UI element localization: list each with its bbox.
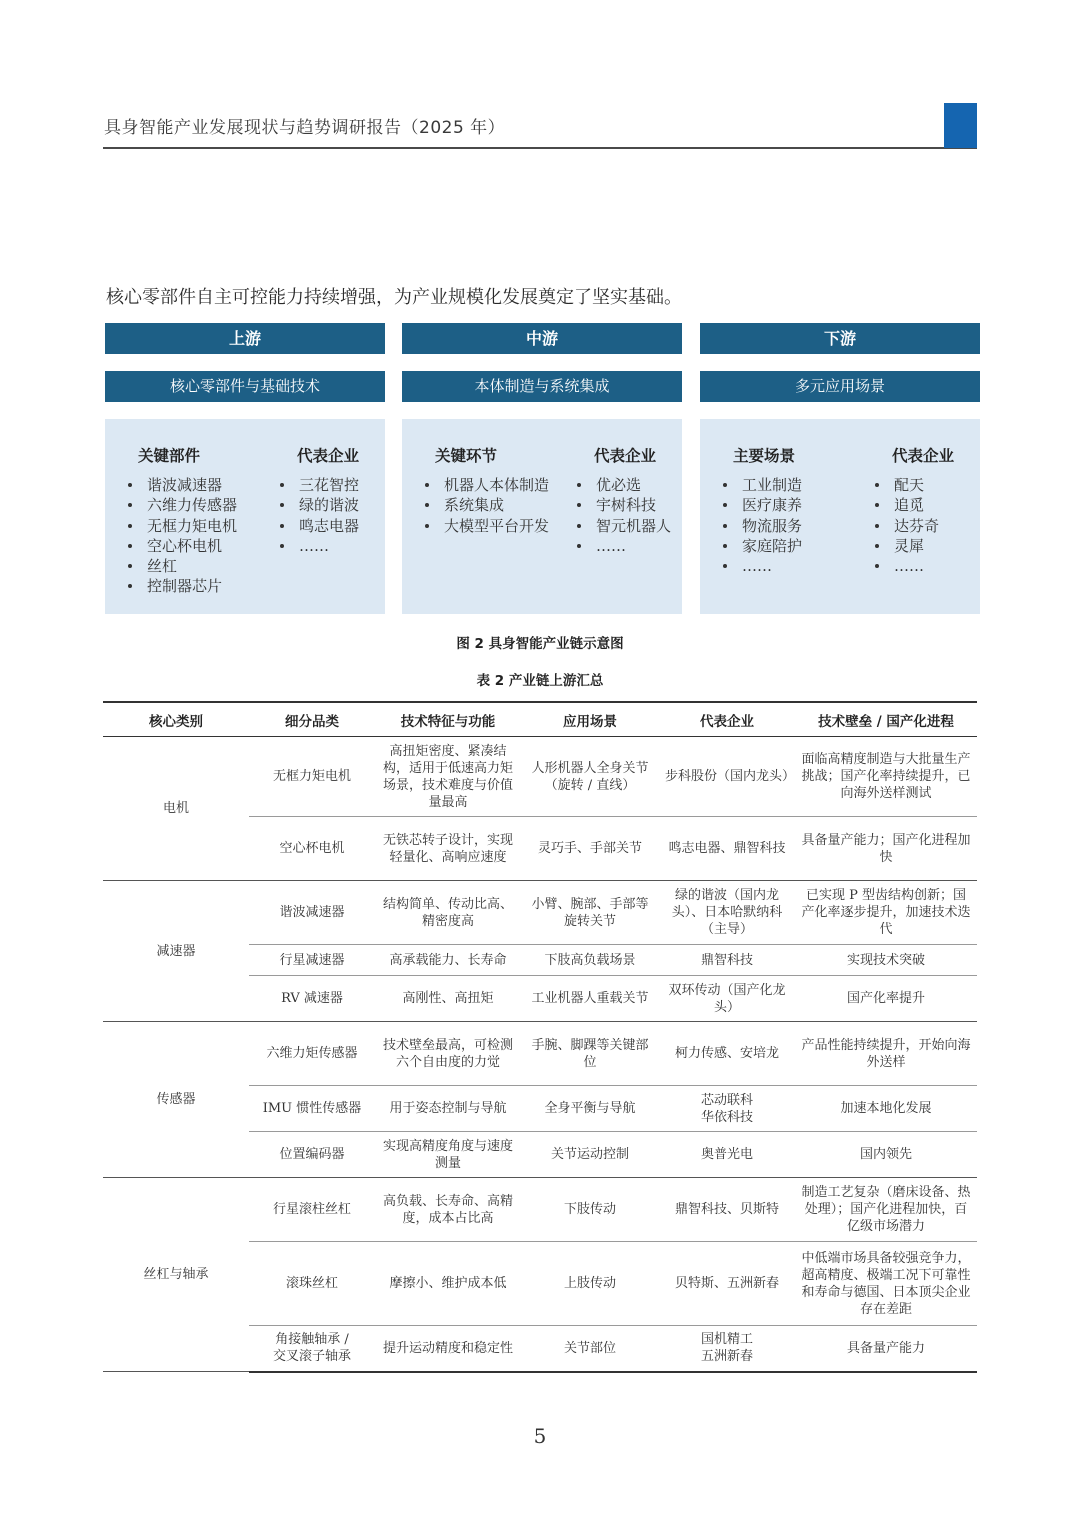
table-cell: 具备量产能力；国产化进程加快 [795, 817, 977, 881]
table-cell: 行星减速器 [249, 945, 375, 976]
column-header: 技术特征与功能 [375, 702, 521, 737]
table-cell: 灵巧手、手部关节 [521, 817, 659, 881]
table-cell: 空心杯电机 [249, 817, 375, 881]
stage-description-bar: 核心零部件与基础技术 [105, 371, 385, 402]
table-cell: 双环传动（国产化龙头） [659, 976, 795, 1022]
table-cell: 六维力矩传感器 [249, 1022, 375, 1086]
list-item: 绿的谐波 [279, 495, 381, 515]
bullet-list [279, 475, 381, 556]
upstream-summary-table [103, 701, 977, 1373]
table-cell: 下肢传动 [521, 1178, 659, 1242]
stage-panel [700, 419, 980, 614]
table-cell: 小臂、腕部、手部等旋转关节 [521, 881, 659, 945]
bullet-list [424, 475, 564, 536]
header-accent-block [944, 103, 977, 148]
column-header: 核心类别 [103, 702, 249, 737]
table-cell: 关节运动控制 [521, 1132, 659, 1178]
category-cell: 减速器 [103, 881, 249, 1022]
table-cell: 实现技术突破 [795, 945, 977, 976]
list-item: 家庭陪护 [722, 536, 862, 556]
table-cell: 无铁芯转子设计，实现轻量化、高响应速度 [375, 817, 521, 881]
table-cell: 滚珠丝杠 [249, 1242, 375, 1326]
chain-column-0 [105, 323, 385, 614]
category-cell: 传感器 [103, 1022, 249, 1178]
table-cell: 芯动联科 华依科技 [659, 1086, 795, 1132]
table-cell: 技术壁垒最高，可检测六个自由度的力觉 [375, 1022, 521, 1086]
intro-paragraph: 核心零部件自主可控能力持续增强，为产业规模化发展奠定了坚实基础。 [106, 287, 682, 308]
table-cell: 高扭矩密度、紧凑结构，适用于低速高力矩场景，技术难度与价值量最高 [375, 737, 521, 817]
table-cell: 步科股份（国内龙头） [659, 737, 795, 817]
column-header: 代表企业 [659, 702, 795, 737]
column-header: 技术壁垒 / 国产化进程 [795, 702, 977, 737]
list-item: …… [279, 536, 381, 556]
report-title: 具身智能产业发展现状与趋势调研报告（2025 年） [104, 118, 506, 138]
table-cell: 结构简单、传动比高、精密度高 [375, 881, 521, 945]
list-item: 医疗康养 [722, 495, 862, 515]
list-item: 机器人本体制造 [424, 475, 564, 495]
table-cell: 无框力矩电机 [249, 737, 375, 817]
table-cell: 实现高精度角度与速度测量 [375, 1132, 521, 1178]
table-cell: 产品性能持续提升，开始向海外送样 [795, 1022, 977, 1086]
list-item: 三花智控 [279, 475, 381, 495]
table-row [103, 737, 977, 817]
list-item: 宇树科技 [576, 495, 678, 515]
stage-panel [105, 419, 385, 614]
table-cell: IMU 惯性传感器 [249, 1086, 375, 1132]
table-cell: 中低端市场具备较强竞争力，超高精度、极端工况下可靠性和寿命与德国、日本顶尖企业存在差距 [795, 1242, 977, 1326]
table-cell: 贝特斯、五洲新春 [659, 1242, 795, 1326]
figure-caption: 图 2 具身智能产业链示意图 [456, 636, 624, 652]
panel-heading: 关键环节 [435, 446, 498, 465]
stage-bar: 中游 [402, 323, 682, 354]
bullet-list [722, 475, 862, 576]
panel-heading: 主要场景 [733, 446, 796, 465]
list-item: …… [722, 556, 862, 576]
bullet-list [576, 475, 678, 556]
list-item: 鸣志电器 [279, 516, 381, 536]
table-body [103, 737, 977, 1372]
table-cell: 摩擦小、维护成本低 [375, 1242, 521, 1326]
list-item: 灵犀 [874, 536, 976, 556]
table-cell: 手腕、脚踝等关键部位 [521, 1022, 659, 1086]
table-cell: 高负载、长寿命、高精度，成本占比高 [375, 1178, 521, 1242]
stage-bar: 下游 [700, 323, 980, 354]
table-cell: 绿的谐波（国内龙头）、日本哈默纳科（主导） [659, 881, 795, 945]
column-header: 细分品类 [249, 702, 375, 737]
panel-heading: 代表企业 [297, 446, 360, 465]
list-item: 达芬奇 [874, 516, 976, 536]
list-item: 物流服务 [722, 516, 862, 536]
table-cell: 鸣志电器、鼎智科技 [659, 817, 795, 881]
table-cell: 关节部位 [521, 1326, 659, 1372]
table-cell: 下肢高负载场景 [521, 945, 659, 976]
list-item: 智元机器人 [576, 516, 678, 536]
table-cell: 谐波减速器 [249, 881, 375, 945]
table-cell: 工业机器人重载关节 [521, 976, 659, 1022]
table-cell: 高承载能力、长寿命 [375, 945, 521, 976]
panel-heading: 代表企业 [892, 446, 955, 465]
list-item: 丝杠 [127, 556, 267, 576]
table-cell: 鼎智科技 [659, 945, 795, 976]
table-row [103, 1022, 977, 1086]
category-cell: 电机 [103, 737, 249, 881]
bullet-list [127, 475, 267, 597]
table-row [103, 881, 977, 945]
bullet-list [874, 475, 976, 576]
chain-column-2 [700, 323, 980, 614]
table-cell: 国机精工 五洲新春 [659, 1326, 795, 1372]
list-item: …… [874, 556, 976, 576]
list-item: …… [576, 536, 678, 556]
table-cell: 用于姿态控制与导航 [375, 1086, 521, 1132]
list-item: 控制器芯片 [127, 576, 267, 596]
table-cell: 行星滚柱丝杠 [249, 1178, 375, 1242]
list-item: 六维力传感器 [127, 495, 267, 515]
stage-description-bar: 本体制造与系统集成 [402, 371, 682, 402]
table-cell: 面临高精度制造与大批量生产挑战；国产化率持续提升，已向海外送样测试 [795, 737, 977, 817]
list-item: 无框力矩电机 [127, 516, 267, 536]
table-cell: 国产化率提升 [795, 976, 977, 1022]
list-item: 谐波减速器 [127, 475, 267, 495]
table-cell: 制造工艺复杂（磨床设备、热处理）；国产化进程加快，百亿级市场潜力 [795, 1178, 977, 1242]
list-item: 空心杯电机 [127, 536, 267, 556]
stage-description-bar: 多元应用场景 [700, 371, 980, 402]
table-row [103, 1178, 977, 1242]
table-cell: 角接触轴承 / 交叉滚子轴承 [249, 1326, 375, 1372]
table-cell: 位置编码器 [249, 1132, 375, 1178]
table-cell: RV 减速器 [249, 976, 375, 1022]
list-item: 追觅 [874, 495, 976, 515]
table-cell: 已实现 P 型齿结构创新；国产化率逐步提升，加速技术迭代 [795, 881, 977, 945]
table-cell: 柯力传感、安培龙 [659, 1022, 795, 1086]
list-item: 系统集成 [424, 495, 564, 515]
table-cell: 奥普光电 [659, 1132, 795, 1178]
list-item: 工业制造 [722, 475, 862, 495]
list-item: 配天 [874, 475, 976, 495]
chain-column-1 [402, 323, 682, 614]
stage-panel [402, 419, 682, 614]
table-cell: 全身平衡与导航 [521, 1086, 659, 1132]
table-cell: 具备量产能力 [795, 1326, 977, 1372]
table-cell: 高刚性、高扭矩 [375, 976, 521, 1022]
table-caption: 表 2 产业链上游汇总 [476, 673, 604, 689]
table-cell: 提升运动精度和稳定性 [375, 1326, 521, 1372]
list-item: 大模型平台开发 [424, 516, 564, 536]
page-number: 5 [533, 1424, 547, 1448]
category-cell: 丝杠与轴承 [103, 1178, 249, 1372]
table-cell: 上肢传动 [521, 1242, 659, 1326]
list-item: 优必选 [576, 475, 678, 495]
table-cell: 国内领先 [795, 1132, 977, 1178]
header-divider [103, 147, 977, 149]
panel-heading: 代表企业 [594, 446, 657, 465]
table-header-row [103, 702, 977, 737]
table-cell: 加速本地化发展 [795, 1086, 977, 1132]
table-cell: 人形机器人全身关节（旋转 / 直线） [521, 737, 659, 817]
stage-bar: 上游 [105, 323, 385, 354]
table-cell: 鼎智科技、贝斯特 [659, 1178, 795, 1242]
column-header: 应用场景 [521, 702, 659, 737]
panel-heading: 关键部件 [138, 446, 201, 465]
